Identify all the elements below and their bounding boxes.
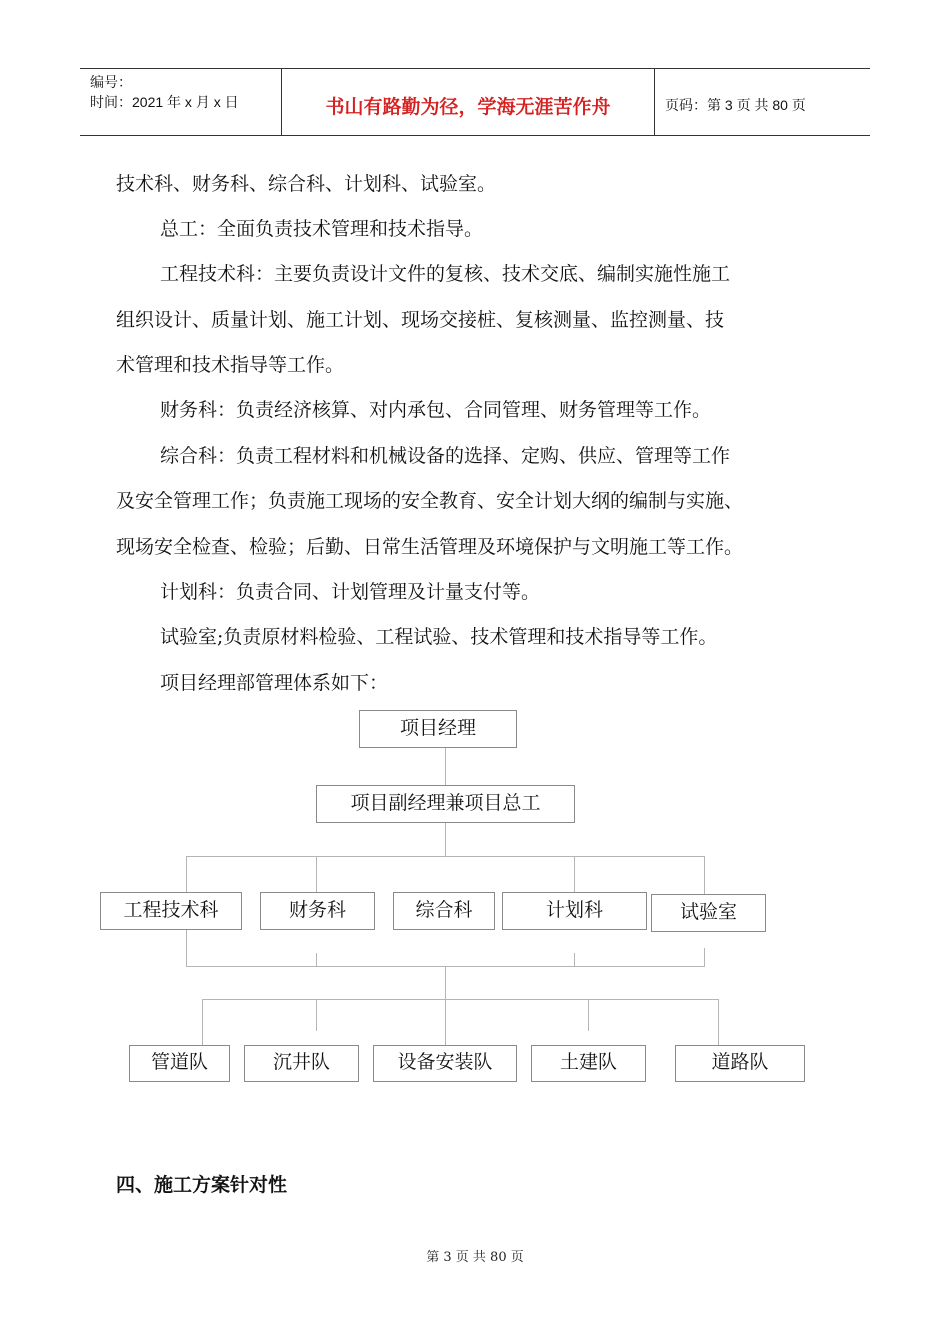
section-heading: 四、施工方案针对性 [116, 1174, 288, 1196]
team-drop-line [718, 999, 719, 1045]
department-rise-line [186, 930, 187, 967]
org-box-department: 计划科 [502, 892, 647, 930]
org-box-team: 道路队 [675, 1045, 805, 1082]
org-box-team: 土建队 [531, 1045, 646, 1082]
header-bottom-border [80, 135, 870, 136]
paragraph-line: 术管理和技术指导等工作。 [116, 354, 345, 376]
paragraph-line: 总工：全面负责技术管理和技术指导。 [160, 218, 484, 240]
paragraph-line: 技术科、财务科、综合科、计划科、试验室。 [116, 173, 497, 195]
org-box-department: 综合科 [393, 892, 495, 930]
paragraph-line: 现场安全检查、检验；后勤、日常生活管理及环境保护与文明施工等工作。 [116, 536, 744, 558]
page-footer: 第 3 页 共 80 页 [426, 1250, 524, 1265]
department-drop-line [574, 856, 575, 892]
header-number-label: 编号： [90, 74, 132, 90]
org-box-manager: 项目经理 [359, 710, 517, 748]
org-box-team: 设备安装队 [373, 1045, 517, 1082]
department-drop-line [186, 856, 187, 892]
department-top-bus [186, 856, 705, 857]
department-rise-line [574, 953, 575, 967]
paragraph-line: 计划科：负责合同、计划管理及计量支付等。 [160, 581, 541, 603]
paragraph-line: 及安全管理工作；负责施工现场的安全教育、安全计划大纲的编制与实施、 [116, 490, 744, 512]
connector-deputy-departments [445, 823, 446, 857]
connector-manager-deputy [445, 747, 446, 785]
org-box-department: 财务科 [260, 892, 375, 930]
paragraph-line: 综合科：负责工程材料和机械设备的选择、定购、供应、管理等工作 [160, 445, 731, 467]
header-divider-right [654, 68, 655, 135]
header-page-info: 页码：第 3 页 共 80 页 [665, 97, 806, 113]
header-top-border [80, 68, 870, 69]
paragraph-line: 项目经理部管理体系如下： [160, 672, 389, 694]
connector-departments-teams [445, 966, 446, 999]
paragraph-line: 工程技术科：主要负责设计文件的复核、技术交底、编制实施性施工 [160, 263, 731, 285]
team-drop-line [316, 999, 317, 1031]
paragraph-line: 财务科：负责经济核算、对内承包、合同管理、财务管理等工作。 [160, 399, 712, 421]
org-box-team: 沉井队 [244, 1045, 359, 1082]
paragraph-line: 试验室;负责原材料检验、工程试验、技术管理和技术指导等工作。 [160, 626, 718, 648]
org-box-team: 管道队 [129, 1045, 230, 1082]
department-drop-line [704, 856, 705, 894]
team-drop-line [202, 999, 203, 1045]
team-top-bus [202, 999, 718, 1000]
team-drop-line [588, 999, 589, 1031]
org-box-department: 试验室 [651, 894, 766, 932]
org-box-department: 工程技术科 [100, 892, 242, 930]
department-rise-line [316, 953, 317, 967]
paragraph-line: 组织设计、质量计划、施工计划、现场交接桩、复核测量、监控测量、技 [116, 309, 725, 331]
team-drop-line [445, 999, 446, 1045]
header-time-label: 时间：2021 年 x 月 x 日 [90, 94, 239, 110]
org-box-deputy: 项目副经理兼项目总工 [316, 785, 575, 823]
department-drop-line [316, 856, 317, 892]
header-motto: 书山有路勤为径，学海无涯苦作舟 [325, 96, 611, 118]
department-rise-line [704, 948, 705, 967]
